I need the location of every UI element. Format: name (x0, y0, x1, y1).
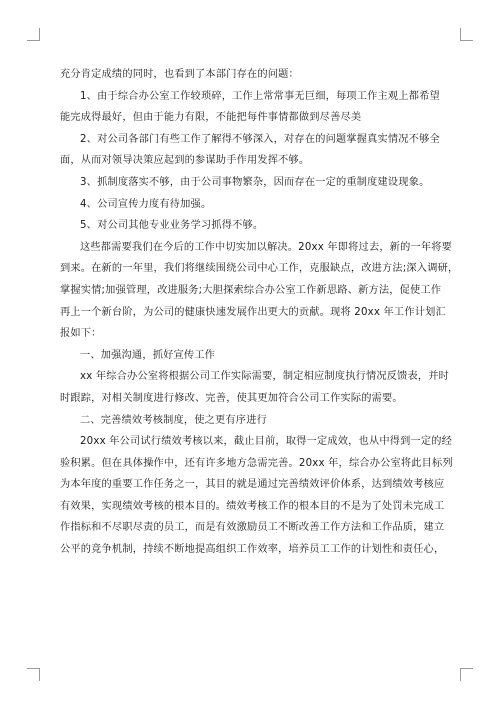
text-line: xx 年综合办公室将根据公司工作实际需要，制定相应制度执行情况反馈表，并时 (80, 371, 450, 383)
document-body (60, 64, 459, 561)
text-line: 掌握实情;加强管理，改进服务;大胆探索综合办公室工作新思路、新方法，促使工作 (60, 284, 442, 296)
text-line: 验积累。但在具体操作中，还有许多地方急需完善。20xx 年，综合办公室将此目标列 (60, 457, 453, 469)
crop-mark-top-left (27, 28, 40, 41)
section-heading: 二、完善绩效考核制度，使之更有序进行 (80, 414, 267, 426)
text-line: 这些都需要我们在今后的工作中切实加以解决。20xx 年即将过去，新的一年将要 (80, 241, 453, 253)
text-line: 4、公司宣传力度有待加强。 (80, 198, 212, 210)
text-line: 5、对公司其他专业业务学习抓得不够。 (80, 220, 264, 232)
text-line: 能完成得最好，但由于能力有限，不能把每件事情都做到尽善尽美 (60, 112, 362, 124)
text-line: 时跟踪，对相关制度进行修改、完善，使其更加符合公司工作实际的需要。 (60, 392, 403, 404)
text-line: 20xx 年公司试行绩效考核以来，截止目前，取得一定成效，也从中得到一定的经 (80, 436, 453, 448)
text-line: 作指标和不尽职尽责的员工，而是有效激励员工不断改善工作方法和工作品质，建立 (60, 522, 445, 534)
text-line: 面，从而对领导决策应起到的参谋助手作用发挥不够。 (60, 155, 310, 167)
text-line: 公平的竞争机制，持续不断地提高组织工作效率，培养员工工作的计划性和责任心， (60, 544, 445, 556)
text-line: 2、对公司各部门有些工作了解得不够深入，对存在的问题掌握真实情况不够全 (80, 133, 440, 145)
crop-mark-top-right (460, 28, 473, 41)
section-heading: 一、加强沟通，抓好宣传工作 (80, 349, 216, 361)
text-line: 3、抓制度落实不够，由于公司事物繁杂，因而存在一定的重制度建设现象。 (80, 176, 430, 188)
text-line: 为本年度的重要工作任务之一，其目的就是通过完善绩效评价体系，达到绩效考核应 (60, 479, 445, 491)
text-line: 1、由于综合办公室工作较琐碎，工作上常常事无巨细，每项工作主观上都希望 (80, 90, 440, 102)
text-line: 再上一个新台阶，为公司的健康快速发展作出更大的贡献。现将 20xx 年工作计划汇 (60, 306, 446, 318)
crop-mark-bottom-right (460, 668, 473, 681)
text-line: 有效果，实现绩效考核的根本目的。绩效考核工作的根本目的不是为了处罚未完成工 (60, 500, 445, 512)
crop-mark-bottom-left (27, 668, 40, 681)
text-line: 报如下： (60, 328, 102, 340)
text-line: 充分肯定成绩的同时，也看到了本部门存在的问题： (60, 69, 299, 80)
text-line: 到来。在新的一年里，我们将继续围绕公司中心工作，克服缺点，改进方法;深入调研， (60, 263, 459, 275)
